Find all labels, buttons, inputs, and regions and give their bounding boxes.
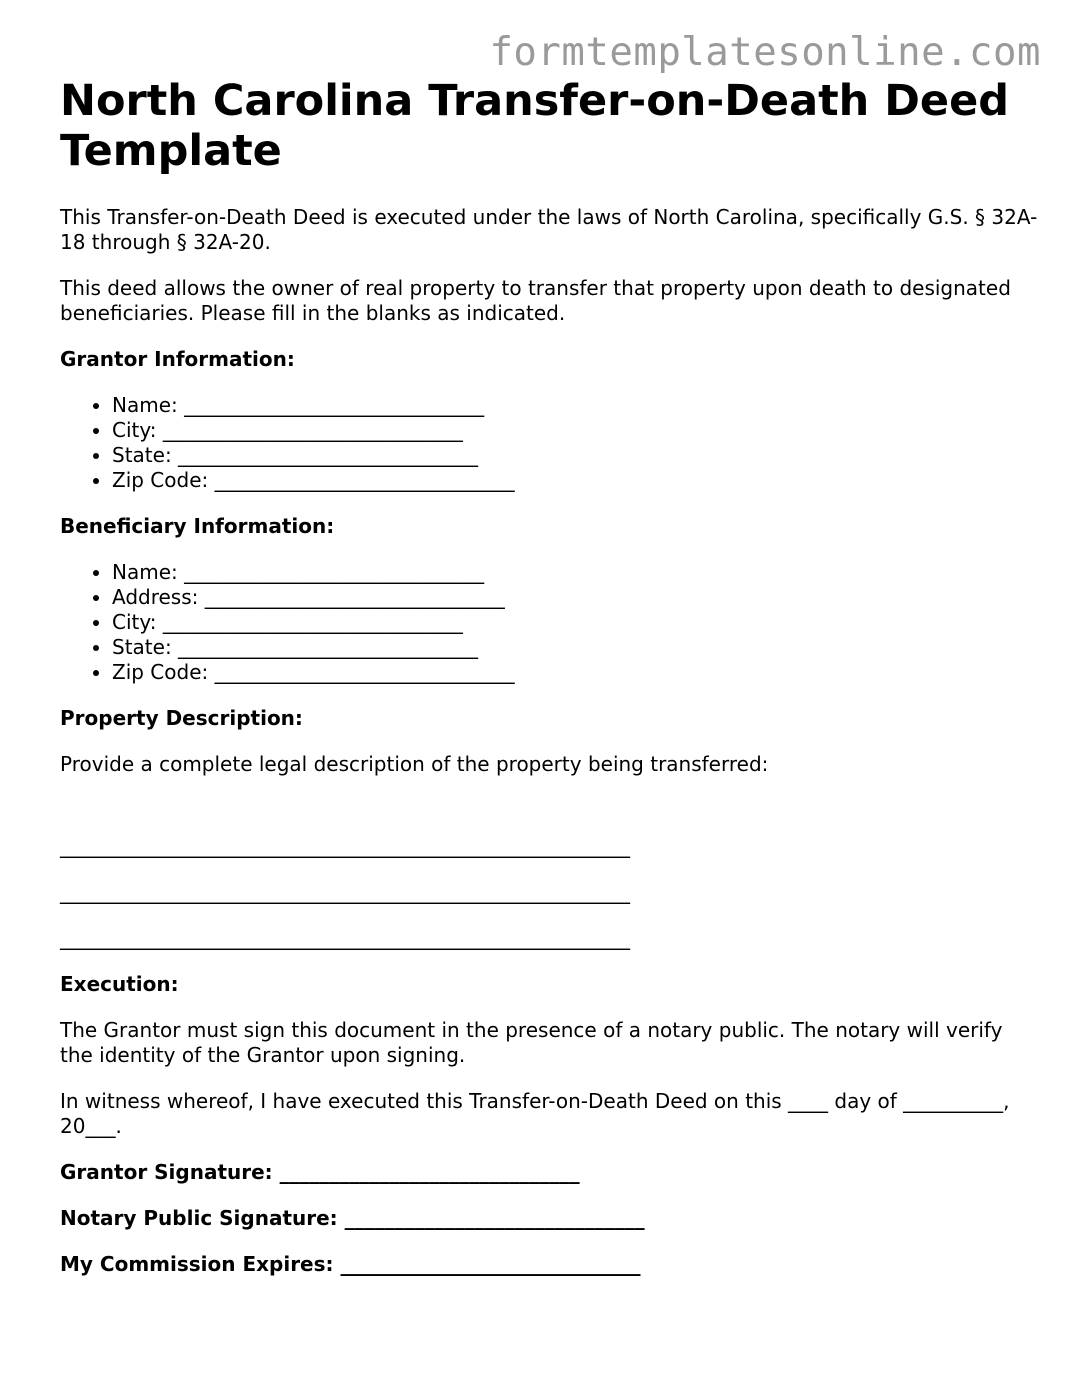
- grantor-name-field[interactable]: • Name: ______________________________: [112, 393, 1040, 418]
- grantor-signature-line[interactable]: Grantor Signature: ______________________________: [60, 1160, 580, 1184]
- execution-heading: Execution:: [60, 972, 179, 996]
- beneficiary-name-field[interactable]: • Name: ______________________________: [112, 560, 1040, 585]
- grantor-state-field[interactable]: • State: ______________________________: [112, 443, 1040, 468]
- notary-signature-line[interactable]: Notary Public Signature: ______________________________: [60, 1206, 645, 1230]
- grantor-heading: Grantor Information:: [60, 347, 295, 371]
- grantor-field-list: [60, 393, 1040, 493]
- property-line-2[interactable]: _________________________________________________________: [60, 880, 630, 904]
- intro-paragraph-statute: This Transfer-on-Death Deed is executed under the laws of North Carolina, specifically G.S. § 32A-18 through § 32A-20.: [60, 205, 1038, 254]
- beneficiary-zip-field[interactable]: • Zip Code: ______________________________: [112, 660, 1040, 685]
- watermark: formtemplatesonline.com: [489, 30, 1041, 75]
- document-page: [60, 76, 1040, 1277]
- beneficiary-state-field[interactable]: • State: ______________________________: [112, 635, 1040, 660]
- intro-paragraph-purpose: This deed allows the owner of real property to transfer that property upon death to designated beneficiaries. Please fill in the blanks as indicated.: [60, 276, 1011, 325]
- beneficiary-address-field[interactable]: • Address: ______________________________: [112, 585, 1040, 610]
- commission-expires-line[interactable]: My Commission Expires: ______________________________: [60, 1252, 641, 1276]
- property-line-1[interactable]: _________________________________________________________: [60, 834, 630, 858]
- grantor-city-field[interactable]: • City: ______________________________: [112, 418, 1040, 443]
- page-title: North Carolina Transfer-on-Death Deed Template: [60, 76, 1010, 176]
- property-line-3[interactable]: _________________________________________________________: [60, 926, 630, 950]
- grantor-zip-field[interactable]: • Zip Code: ______________________________: [112, 468, 1040, 493]
- beneficiary-heading: Beneficiary Information:: [60, 514, 335, 538]
- beneficiary-city-field[interactable]: • City: ______________________________: [112, 610, 1040, 635]
- property-heading: Property Description:: [60, 706, 303, 730]
- property-instruction: Provide a complete legal description of the property being transferred:: [60, 752, 769, 776]
- property-description-lines: [60, 834, 1040, 951]
- execution-notary-paragraph: The Grantor must sign this document in the presence of a notary public. The notary will verify the identity of the Grantor upon signing.: [60, 1018, 1003, 1067]
- beneficiary-field-list: [60, 560, 1040, 685]
- execution-witness-paragraph[interactable]: In witness whereof, I have executed this Transfer-on-Death Deed on this ____ day of __________, 20___.: [60, 1089, 1010, 1138]
